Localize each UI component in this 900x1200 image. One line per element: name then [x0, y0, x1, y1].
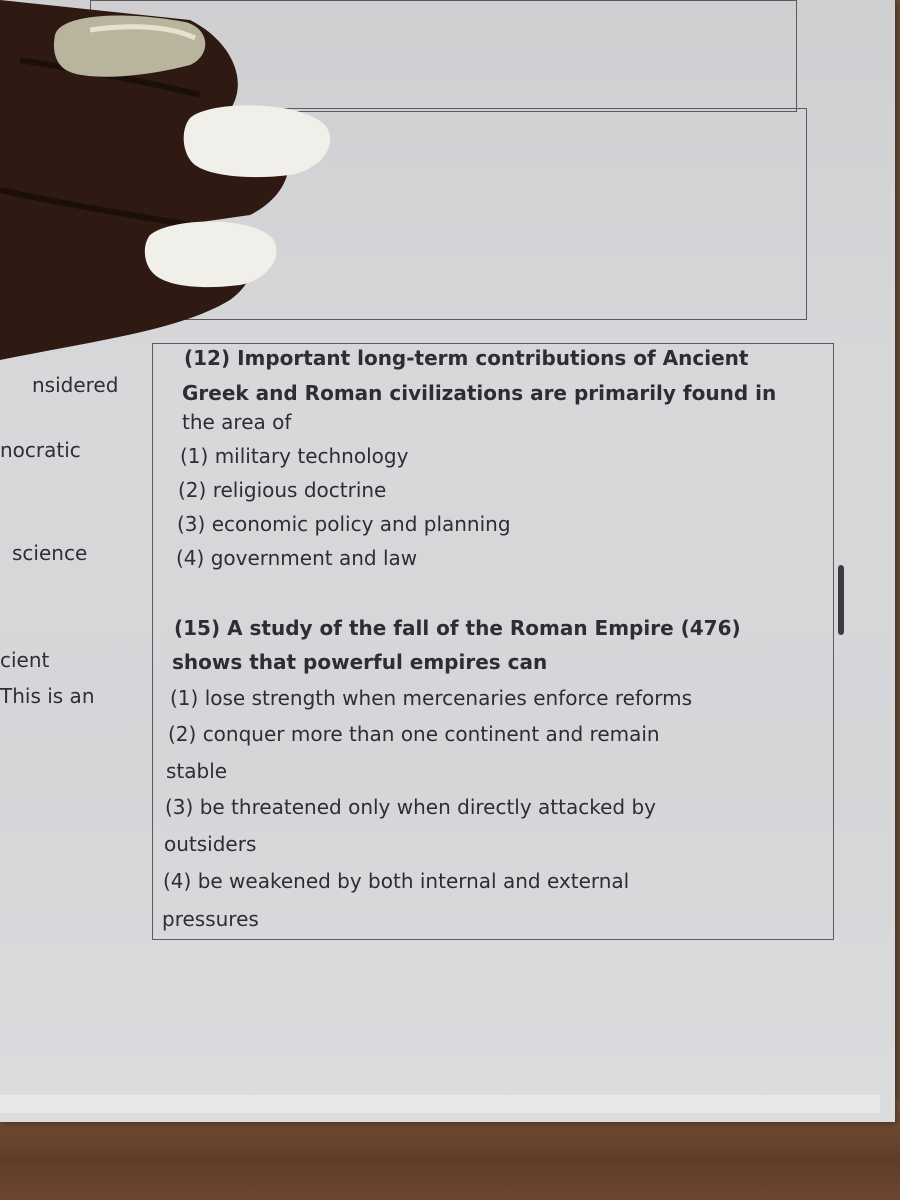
answer-option: (2) conquer more than one continent and remain — [168, 722, 660, 746]
answer-option: (1) military technology — [180, 444, 409, 468]
hand-with-nails — [0, 0, 340, 360]
answer-option: outsiders — [164, 832, 257, 856]
question-title-line: shows that powerful empires can — [172, 650, 548, 674]
question-title-line: (12) Important long-term contributions of Ancient — [184, 346, 749, 370]
question-title-line: (15) A study of the fall of the Roman Empire (476) — [174, 616, 741, 640]
binder-mark — [838, 565, 844, 635]
white-nail-icon — [184, 105, 330, 177]
left-fragment: nsidered — [32, 373, 119, 397]
page-edge — [0, 1095, 880, 1113]
answer-option: stable — [166, 759, 228, 783]
answer-option: (4) be weakened by both internal and external — [163, 869, 630, 893]
answer-option: (4) government and law — [176, 546, 418, 570]
left-fragment: nocratic — [0, 438, 81, 462]
left-fragment: This is an — [0, 684, 95, 708]
answer-option: (3) be threatened only when directly attacked by — [165, 795, 656, 819]
question-title-line: Greek and Roman civilizations are primarily found in — [182, 381, 777, 405]
answer-option: (3) economic policy and planning — [177, 512, 511, 536]
answer-option: (2) religious doctrine — [178, 478, 387, 502]
question-title-line: the area of — [182, 410, 292, 434]
white-nail-icon — [145, 222, 277, 288]
left-fragment: cient — [0, 648, 50, 672]
answer-option: (1) lose strength when mercenaries enforce reforms — [170, 686, 693, 710]
answer-option: pressures — [162, 907, 259, 931]
left-fragment: science — [12, 541, 88, 565]
